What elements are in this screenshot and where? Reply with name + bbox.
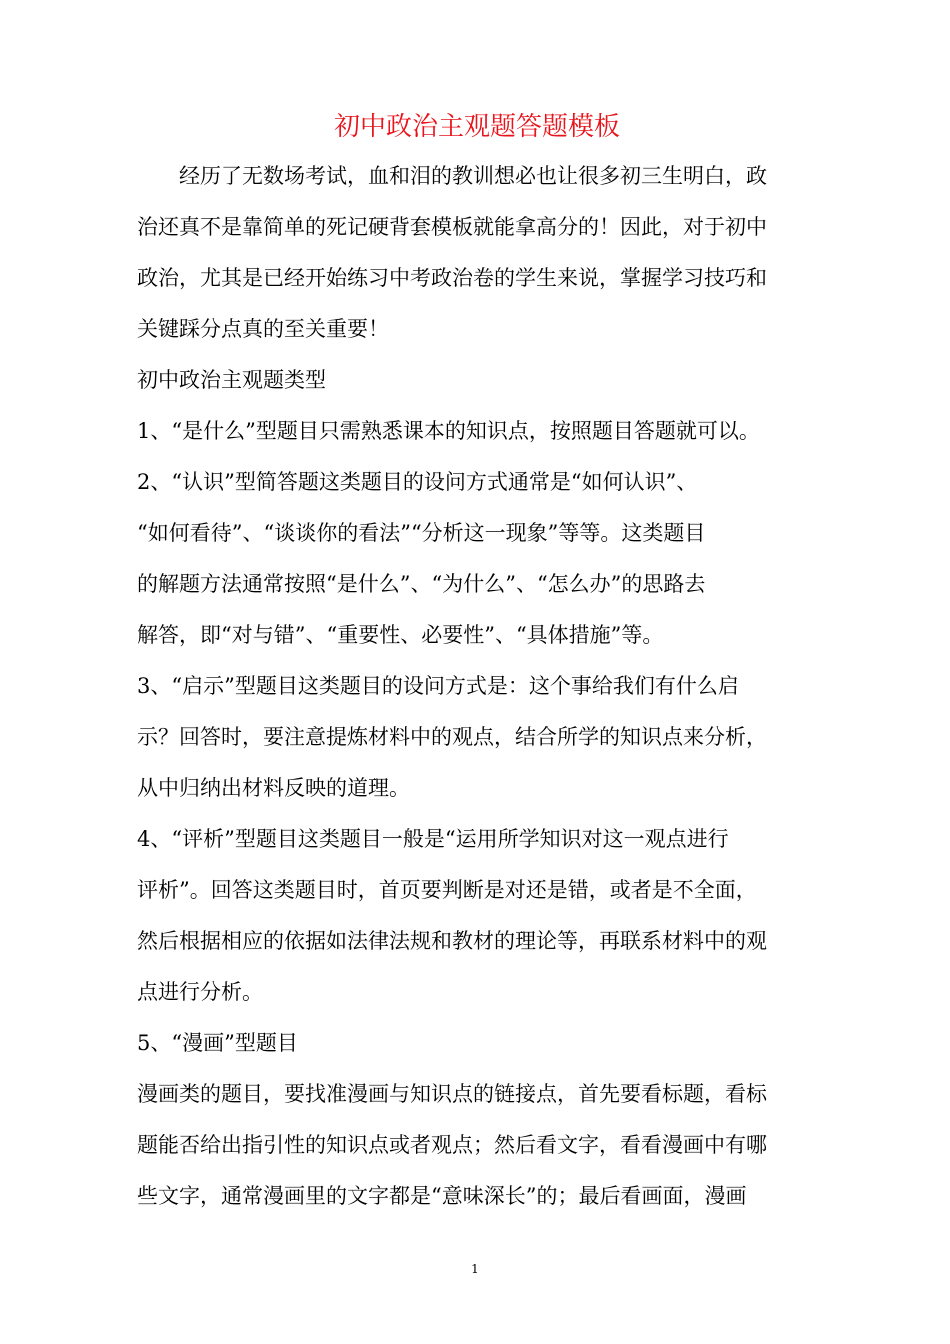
list-item-3	[137, 661, 817, 814]
list-item-line: 然后根据相应的依据如法律法规和教材的理论等，再联系材料中的观	[137, 929, 767, 953]
paragraph-line: 漫画类的题目，要找准漫画与知识点的链接点，首先要看标题，看标	[137, 1082, 767, 1106]
section-heading-block	[137, 355, 817, 406]
intro-line: 治还真不是靠简单的死记硬背套模板就能拿高分的！因此，对于初中	[137, 215, 767, 239]
list-item-4	[137, 814, 817, 1018]
section-heading: 初中政治主观题类型	[137, 368, 326, 392]
list-item-line: 的解题方法通常按照“是什么”、“为什么”、“怎么办”的思路去	[137, 572, 706, 596]
paragraph-line: 题能否给出指引性的知识点或者观点；然后看文字，看看漫画中有哪	[137, 1133, 767, 1157]
list-item-line: 示？回答时，要注意提炼材料中的观点，结合所学的知识点来分析，	[137, 725, 767, 749]
comic-paragraph	[137, 1069, 817, 1222]
page-number: 1	[471, 1262, 479, 1276]
document-body	[137, 103, 817, 1222]
list-item-line: 评析”。回答这类题目时，首页要判断是对还是错，或者是不全面，	[137, 878, 757, 902]
list-item-2	[137, 457, 817, 661]
list-item-5	[137, 1018, 817, 1069]
list-item-line: 3、“启示”型题目这类题目的设问方式是：这个事给我们有什么启	[137, 674, 739, 698]
intro-line: 政治，尤其是已经开始练习中考政治卷的学生来说，掌握学习技巧和	[137, 266, 767, 290]
list-item-line: 5、“漫画”型题目	[137, 1031, 298, 1055]
intro-paragraph	[137, 151, 817, 355]
list-item-line: “如何看待”、“谈谈你的看法”“分析这一现象”等等。这类题目	[137, 521, 706, 545]
intro-line: 经历了无数场考试，血和泪的教训想必也让很多初三生明白，政	[179, 164, 767, 188]
list-item-line: 4、“评析”型题目这类题目一般是“运用所学知识对这一观点进行	[137, 827, 729, 851]
paragraph-line: 些文字，通常漫画里的文字都是“意味深长”的；最后看画面，漫画	[137, 1184, 747, 1208]
document-title: 初中政治主观题答题模板	[333, 112, 620, 142]
list-item-line: 点进行分析。	[137, 980, 263, 1004]
list-item-1	[137, 406, 817, 457]
list-item-line: 2、“认识”型简答题这类题目的设问方式通常是“如何认识”、	[137, 470, 698, 494]
intro-line: 关键踩分点真的至关重要！	[137, 317, 389, 341]
list-item-line: 解答，即“对与错”、“重要性、必要性”、“具体措施”等。	[137, 623, 664, 647]
list-item-line: 从中归纳出材料反映的道理。	[137, 776, 410, 800]
list-item-line: 1、“是什么”型题目只需熟悉课本的知识点，按照题目答题就可以。	[137, 419, 760, 443]
